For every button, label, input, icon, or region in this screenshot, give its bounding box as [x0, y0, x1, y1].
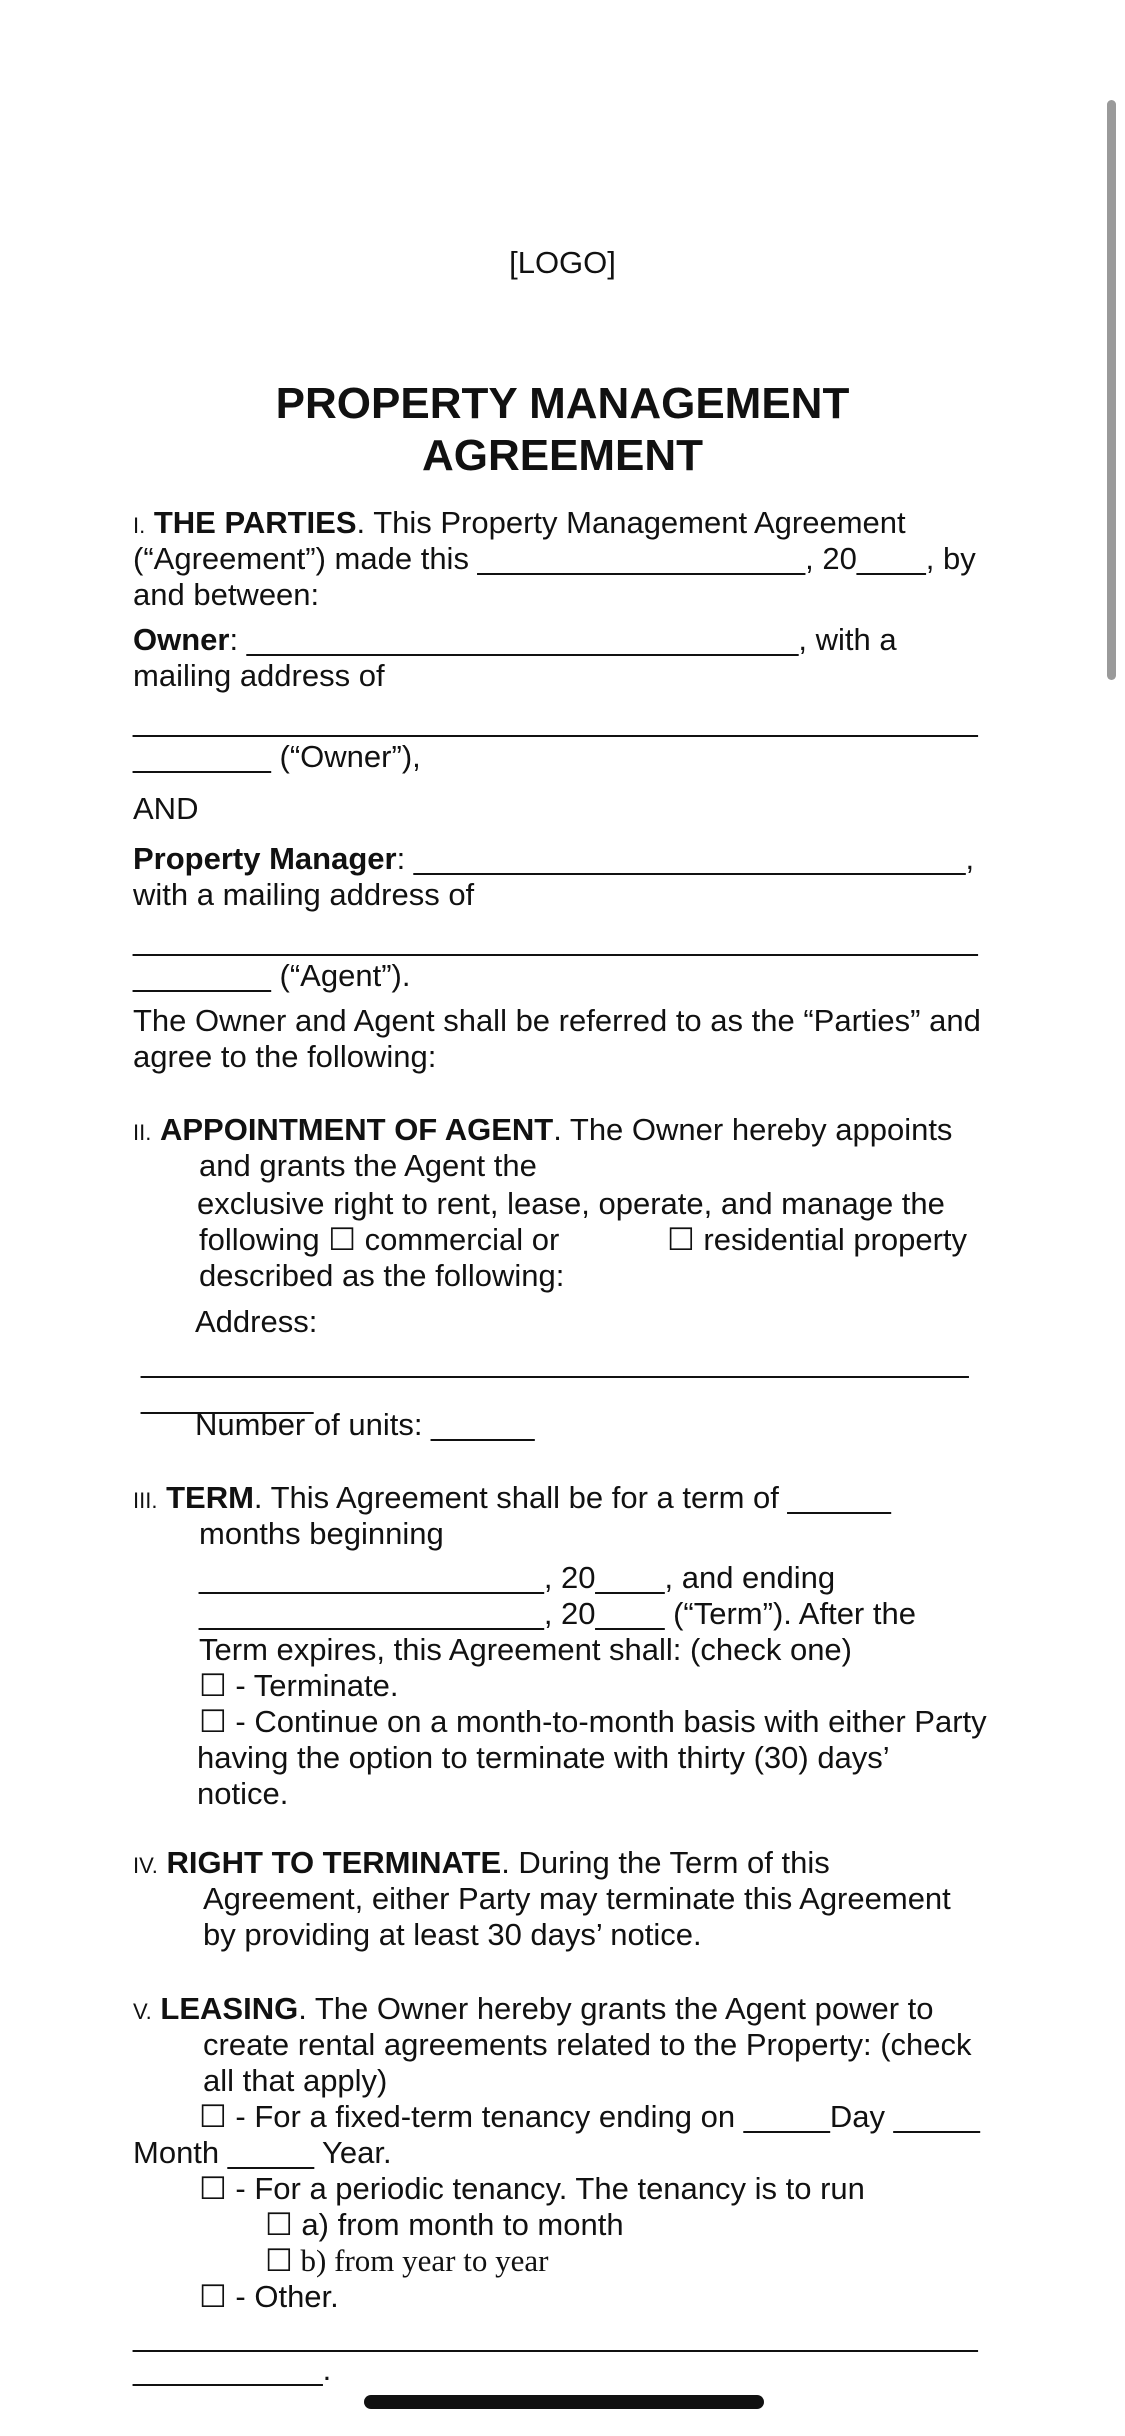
address-line-2: __________: [141, 1380, 314, 1415]
section-1-numeral: I.: [133, 513, 146, 538]
leasing-option-periodic: ☐ - For a periodic tenancy. The tenancy is to run: [199, 2171, 865, 2206]
property-manager-line-4: ________ (“Agent”).: [133, 958, 411, 993]
leasing-other-line-2: ___________.: [133, 2352, 332, 2387]
leasing-option-month-to-month: ☐ a) from month to month: [265, 2207, 624, 2242]
section-1-line-3: and between:: [133, 577, 320, 612]
parties-summary-line-2: agree to the following:: [133, 1039, 437, 1074]
owner-line-4: ________ (“Owner”),: [133, 739, 421, 774]
section-4-heading: RIGHT TO TERMINATE: [166, 1845, 502, 1880]
section-2-line-4a: following ☐ commercial or: [199, 1222, 560, 1257]
address-line-1: ________________________________________________: [141, 1344, 969, 1379]
property-manager-line-3: _________________________________________________: [133, 922, 978, 957]
leasing-option-year-to-year: ☐ b) from year to year: [265, 2243, 549, 2278]
section-2-line-1: II. APPOINTMENT OF AGENT. The Owner hereby appoints: [133, 1112, 953, 1147]
section-1-heading: THE PARTIES: [153, 505, 357, 540]
section-2-line-3: exclusive right to rent, lease, operate, and manage the: [197, 1186, 945, 1221]
term-option-continue-line-2: having the option to terminate with thirty (30) days’: [197, 1740, 890, 1775]
property-manager-line-2: with a mailing address of: [133, 877, 475, 912]
section-3-line-5: Term expires, this Agreement shall: (check one): [199, 1632, 852, 1667]
section-3-line-3: ____________________, 20____, and ending: [199, 1560, 836, 1595]
property-manager-line-1: Property Manager: ________________________________,: [133, 841, 975, 876]
leasing-option-fixed-term-line-2: Month _____ Year.: [133, 2135, 392, 2170]
section-1-line-2: (“Agreement”) made this ___________________, 20____, by: [133, 541, 976, 576]
leasing-other-line-1: _________________________________________________: [133, 2318, 978, 2353]
section-3-numeral: III.: [133, 1488, 158, 1513]
section-5-heading: LEASING: [160, 1991, 299, 2026]
logo-placeholder: [LOGO]: [509, 245, 616, 280]
section-2-line-5: described as the following:: [199, 1258, 565, 1293]
property-manager-label: Property Manager: [133, 841, 397, 876]
owner-line-3: _________________________________________________: [133, 703, 978, 738]
section-3-heading: TERM: [166, 1480, 254, 1515]
leasing-option-other: ☐ - Other.: [199, 2279, 339, 2314]
section-3-line-1: III. TERM. This Agreement shall be for a term of ______: [133, 1480, 891, 1515]
term-option-terminate: ☐ - Terminate.: [199, 1668, 399, 1703]
home-indicator[interactable]: [364, 2395, 764, 2409]
section-2-numeral: II.: [133, 1120, 152, 1145]
section-5-line-2: create rental agreements related to the Property: (check: [203, 2027, 972, 2062]
section-4-line-2: Agreement, either Party may terminate this Agreement: [203, 1881, 951, 1916]
section-4-line-1: IV. RIGHT TO TERMINATE. During the Term of this: [133, 1845, 830, 1880]
section-2-line-4b: ☐ residential property: [667, 1222, 968, 1257]
section-4-numeral: IV.: [133, 1853, 158, 1878]
section-3-line-4: ____________________, 20____ (“Term”). After the: [199, 1596, 916, 1631]
section-1-line-1: I. THE PARTIES. This Property Management Agreement: [133, 505, 906, 540]
term-option-continue-line-1: ☐ - Continue on a month-to-month basis with either Party: [199, 1704, 987, 1739]
leasing-option-fixed-term-line-1: ☐ - For a fixed-term tenancy ending on _____Day _____: [199, 2099, 980, 2134]
section-3-line-2: months beginning: [199, 1516, 444, 1551]
number-of-units: Number of units: ______: [195, 1407, 535, 1442]
section-5-numeral: V.: [133, 1999, 152, 2024]
section-5-line-1: V. LEASING. The Owner hereby grants the Agent power to: [133, 1991, 934, 2026]
vertical-scrollbar[interactable]: [1107, 100, 1116, 680]
owner-line-2: mailing address of: [133, 658, 385, 693]
and-text: AND: [133, 791, 199, 826]
owner-line-1: Owner: ________________________________, with a: [133, 622, 897, 657]
owner-label: Owner: [133, 622, 230, 657]
section-2-heading: APPOINTMENT OF AGENT: [159, 1112, 554, 1147]
parties-summary-line-1: The Owner and Agent shall be referred to as the “Parties” and: [133, 1003, 981, 1038]
term-option-continue-line-3: notice.: [197, 1776, 289, 1811]
section-4-line-3: by providing at least 30 days’ notice.: [203, 1917, 702, 1952]
document-title-line-2: AGREEMENT: [421, 431, 704, 480]
address-label: Address:: [195, 1304, 318, 1339]
document-title-line-1: PROPERTY MANAGEMENT: [275, 379, 850, 428]
section-5-line-3: all that apply): [203, 2063, 388, 2098]
section-2-line-2: and grants the Agent the: [199, 1148, 537, 1183]
